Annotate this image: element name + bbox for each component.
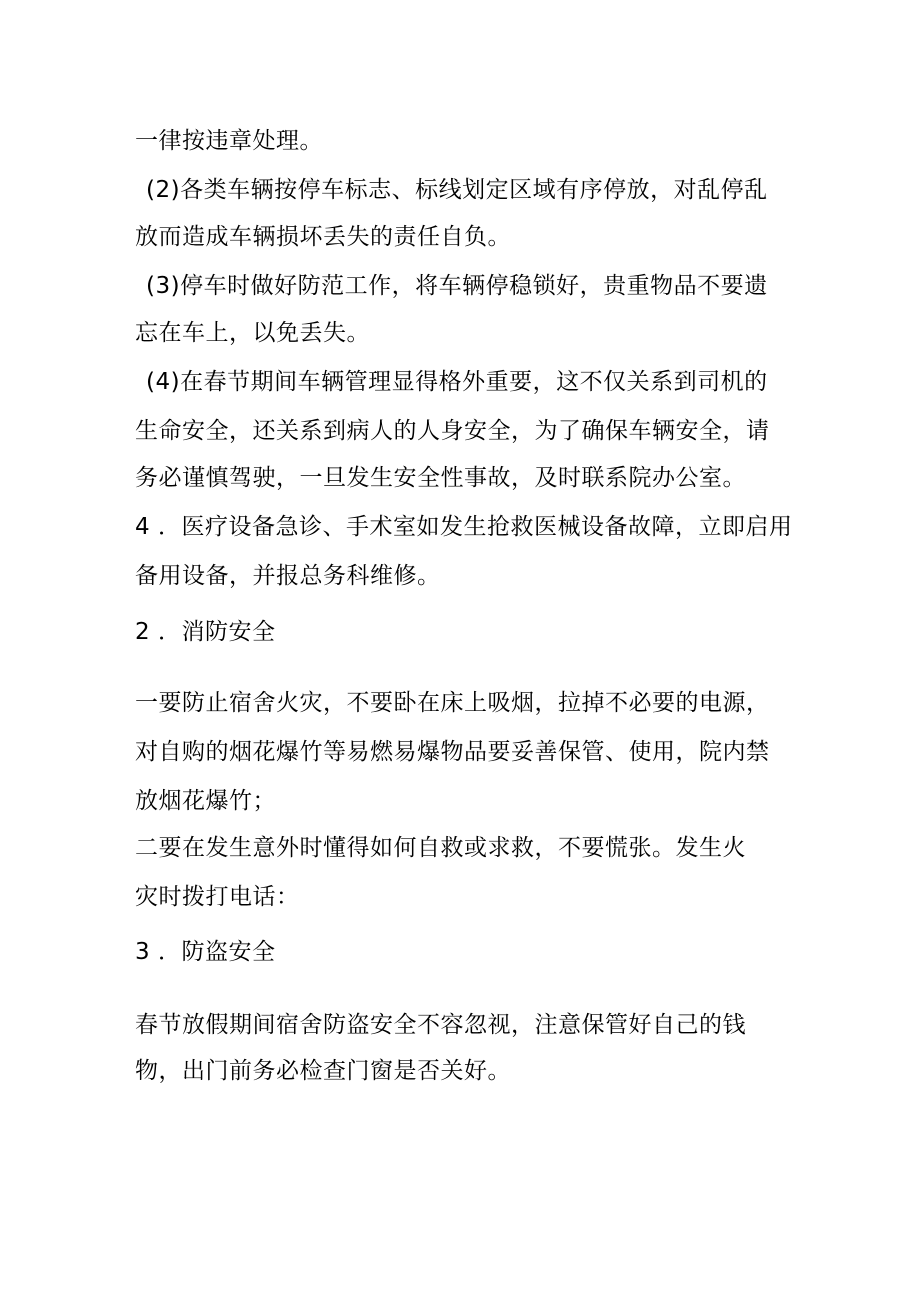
text-line: 4 ．医疗设备急诊、手术室如发生抢救医械设备故障，立即启用 <box>135 514 793 540</box>
text-line: 对自购的烟花爆竹等易燃易爆物品要妥善保管、使用，院内禁 <box>135 739 770 765</box>
text-line: 灾时拨打电话： <box>135 884 300 910</box>
text-line: 春节放假期间宿舍防盗安全不容忽视，注意保管好自己的钱 <box>135 1012 746 1038</box>
text-line: 放而造成车辆损坏丢失的责任自负。 <box>135 224 511 250</box>
text-line: 生命安全，还关系到病人的人身安全，为了确保车辆安全，请 <box>135 418 770 444</box>
text-line: 务必谨慎驾驶，一旦发生安全性事故，及时联系院办公室。 <box>135 465 746 491</box>
text-line: 二要在发生意外时懂得如何自救或求救，不要慌张。发生火 <box>135 835 746 861</box>
section-heading: 3 ．防盗安全 <box>135 939 276 965</box>
text-line: (4)在春节期间车辆管理显得格外重要，这不仅关系到司机的 <box>146 369 768 395</box>
text-line: (2)各类车辆按停车标志、标线划定区域有序停放，对乱停乱 <box>146 177 768 203</box>
section-heading: 2 ．消防安全 <box>135 619 276 645</box>
text-line: 忘在车上，以免丢失。 <box>135 320 370 346</box>
text-line: 备用设备，并报总务科维修。 <box>135 563 441 589</box>
text-line: 放烟花爆竹； <box>135 788 276 814</box>
text-line: 一要防止宿舍火灾，不要卧在床上吸烟，拉掉不必要的电源， <box>135 690 770 716</box>
text-line: 一律按违章处理。 <box>135 128 323 154</box>
text-line: 物，出门前务必检查门窗是否关好。 <box>135 1058 511 1084</box>
text-line: (3)停车时做好防范工作，将车辆停稳锁好，贵重物品不要遗 <box>146 273 768 299</box>
